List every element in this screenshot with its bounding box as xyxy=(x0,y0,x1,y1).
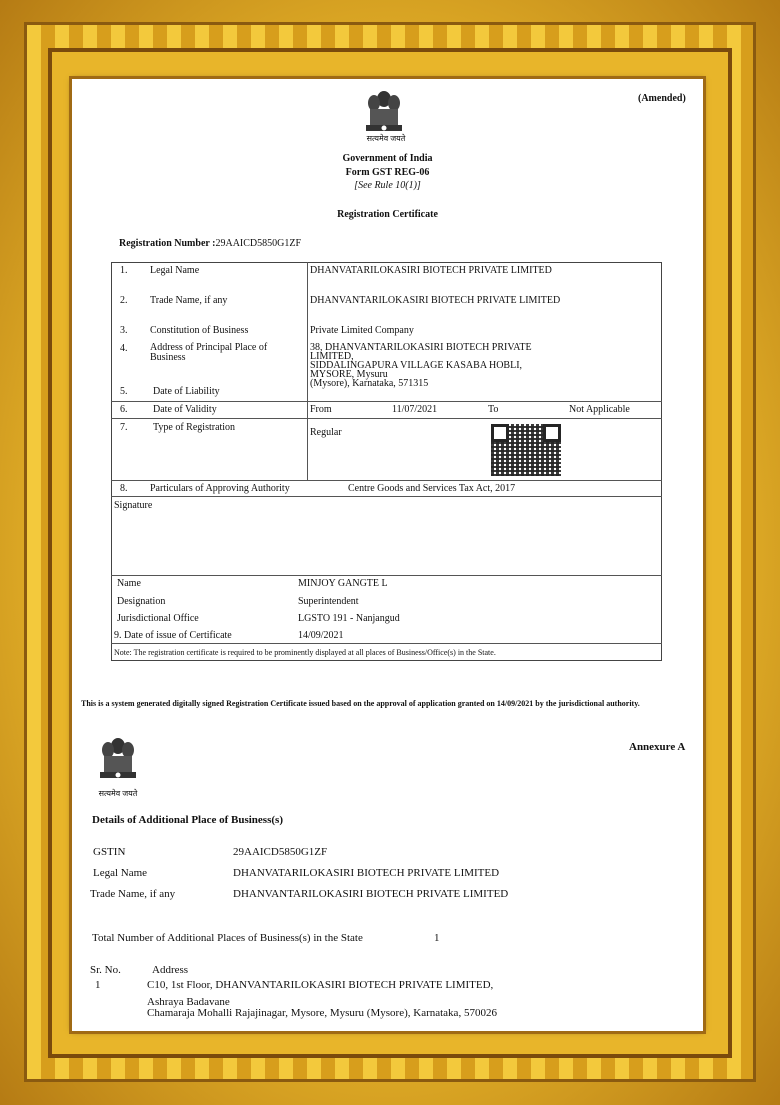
principal-address-value xyxy=(310,343,532,388)
table-rule xyxy=(111,496,662,497)
annex-trade-name-value: DHANVANTARILOKASIRI BIOTECH PRIVATE LIMITED xyxy=(233,888,509,900)
row-1-number: 1. xyxy=(120,265,128,276)
row-5-number: 5. xyxy=(120,386,128,397)
row-3-label: Constitution of Business xyxy=(150,325,249,336)
row-3-number: 3. xyxy=(120,325,128,336)
address-line: LIMITED, xyxy=(310,351,354,362)
additional-address-line-1: C10, 1st Floor, DHANVANTARILOKASIRI BIOTECH PRIVATE LIMITED, xyxy=(147,979,494,991)
row-4-label: Address of Principal Place of Business xyxy=(150,342,268,363)
validity-to-value: Not Applicable xyxy=(569,404,630,415)
total-places-value: 1 xyxy=(434,932,440,944)
annex-legal-name-label: Legal Name xyxy=(93,867,148,879)
amended-label: (Amended) xyxy=(638,93,686,104)
office-label: Jurisdictional Office xyxy=(117,613,199,624)
address-line: 38, DHANVANTARILOKASIRI BIOTECH PRIVATE xyxy=(310,342,532,353)
address-line: MYSORE, Mysuru xyxy=(310,369,388,380)
form-label: Form GST REG-06 xyxy=(345,167,430,178)
row-1-label: Legal Name xyxy=(150,265,200,276)
qr-code-icon xyxy=(491,424,561,476)
table-rule xyxy=(111,401,662,402)
registration-number xyxy=(119,238,301,249)
row-5-label: Date of Liability xyxy=(153,386,220,397)
additional-address-line-3: Chamaraja Mohalli Rajajinagar, Mysore, Mysuru (Mysore), Karnataka, 570026 xyxy=(147,1007,497,1019)
additional-address-block xyxy=(147,997,497,1019)
row-7-number: 7. xyxy=(120,422,128,433)
table-rule xyxy=(111,418,662,419)
designation-label: Designation xyxy=(117,596,166,607)
officer-name-value: MINJOY GANGTE L xyxy=(298,578,388,589)
certificate-title: Registration Certificate xyxy=(337,209,438,220)
table-rule xyxy=(111,480,662,481)
constitution-value: Private Limited Company xyxy=(310,325,414,336)
designation-value: Superintendent xyxy=(298,596,359,607)
annexure-title: Annexure A xyxy=(629,741,686,753)
officer-name-label: Name xyxy=(117,578,141,589)
total-places-label: Total Number of Additional Places of Business(s) in the State xyxy=(92,932,363,944)
approving-authority-value: Centre Goods and Services Tax Act, 2017 xyxy=(348,483,516,494)
gstin-label: GSTIN xyxy=(93,846,126,858)
rule-label: [See Rule 10(1)] xyxy=(354,180,421,191)
registration-table xyxy=(111,262,662,661)
sr-no-value: 1 xyxy=(95,979,101,991)
row-6-number: 6. xyxy=(120,404,128,415)
registration-type-value: Regular xyxy=(310,427,342,438)
row-2-label: Trade Name, if any xyxy=(150,295,228,306)
government-label: Government of India xyxy=(342,153,433,164)
registration-number-value: 29AAICD5850G1ZF xyxy=(215,238,302,249)
annex-legal-name-value: DHANVATARILOKASIRI BIOTECH PRIVATE LIMITED xyxy=(233,867,500,879)
issue-date-label: 9. Date of issue of Certificate xyxy=(114,630,232,641)
address-line: SIDDALINGAPURA VILLAGE KASABA HOBLI, xyxy=(310,360,523,371)
emblem-motto: सत्यमेव जयते xyxy=(98,789,138,798)
gstin-value: 29AAICD5850G1ZF xyxy=(233,846,328,858)
certificate-page xyxy=(72,79,703,1031)
row-4-number: 4. xyxy=(120,343,128,354)
additional-address-line-2: Ashraya Badavane xyxy=(147,996,230,1008)
address-line: (Mysore), Karnataka, 571315 xyxy=(310,378,429,389)
legal-name-value: DHANVATARILOKASIRI BIOTECH PRIVATE LIMITED xyxy=(310,265,552,276)
row-8-label: Particulars of Approving Authority xyxy=(150,483,290,494)
additional-places-heading: Details of Additional Place of Business(s) xyxy=(92,814,283,826)
row-8-number: 8. xyxy=(120,483,128,494)
trade-name-value: DHANVANTARILOKASIRI BIOTECH PRIVATE LIMITED xyxy=(310,295,561,306)
sr-no-header: Sr. No. xyxy=(90,964,121,976)
registration-number-label: Registration Number : xyxy=(119,238,216,249)
row-6-label: Date of Validity xyxy=(153,404,217,415)
validity-to-label: To xyxy=(488,404,499,415)
table-rule xyxy=(111,575,662,576)
row-7-label: Type of Registration xyxy=(153,422,236,433)
emblem-motto: सत्यमेव जयते xyxy=(366,134,406,143)
national-emblem-icon xyxy=(96,734,140,790)
validity-from-label: From xyxy=(310,404,332,415)
annex-trade-name-label: Trade Name, if any xyxy=(90,888,176,900)
row-2-number: 2. xyxy=(120,295,128,306)
signature-label: Signature xyxy=(114,500,153,511)
office-value: LGSTO 191 - Nanjangud xyxy=(298,613,400,624)
issue-date-value: 14/09/2021 xyxy=(298,630,344,641)
system-generated-note: This is a system generated digitally signed Registration Certificate issued based on the approval of application granted on 14/09/2021 by the jurisdictional authority. xyxy=(81,699,640,708)
table-rule xyxy=(111,643,662,644)
validity-from-value: 11/07/2021 xyxy=(392,404,438,415)
address-header: Address xyxy=(152,964,189,976)
table-divider xyxy=(307,262,308,480)
display-note: Note: The registration certificate is required to be prominently displayed at all places of Business/Office(s) in the State. xyxy=(114,648,496,657)
